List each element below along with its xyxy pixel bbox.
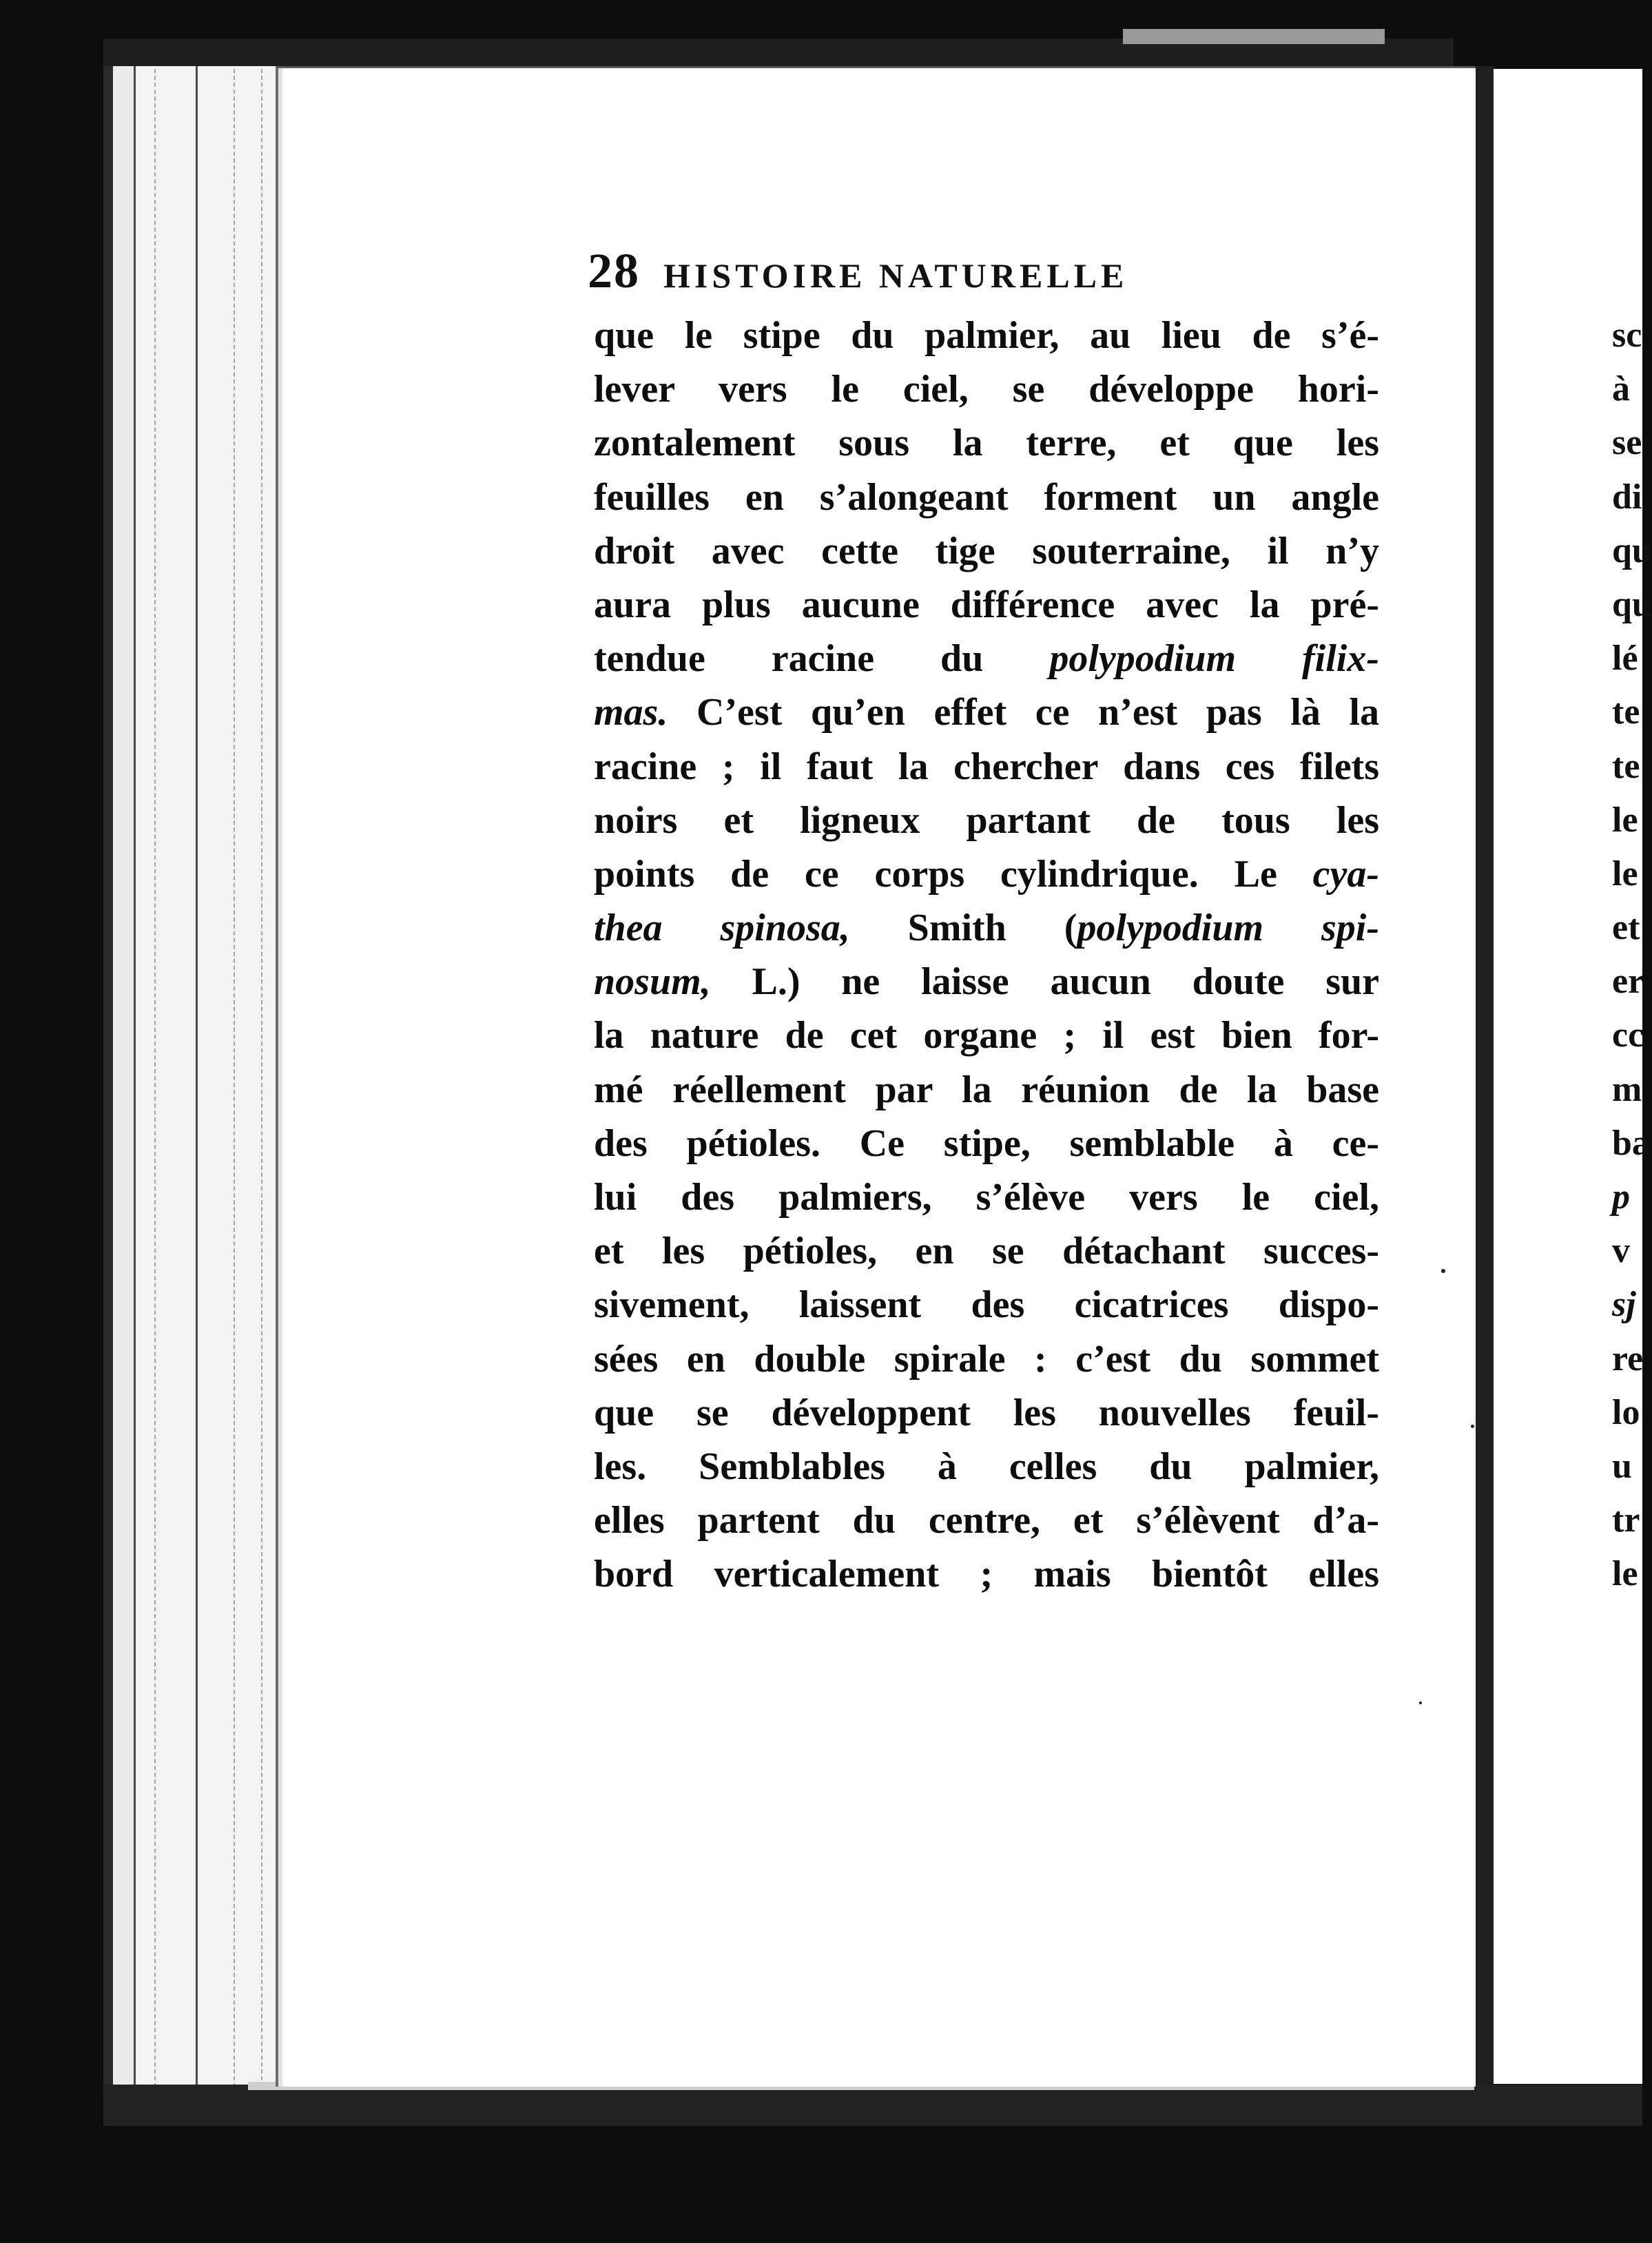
text-line: [594, 847, 1379, 901]
text-run: bord verticalement ; mais bientôt elles: [594, 1553, 1379, 1596]
facing-page-fragment: sc: [1612, 316, 1642, 355]
facing-page-fragment: ba: [1612, 1123, 1650, 1163]
text-line: [594, 794, 1379, 847]
facing-page-fragment: et: [1612, 908, 1640, 948]
facing-page-fragment: le: [1612, 854, 1638, 893]
facing-page-fragment: sj: [1612, 1285, 1636, 1325]
text-run: noirs et ligneux partant de tous les: [594, 798, 1379, 842]
text-line: [594, 471, 1379, 524]
facing-page-fragment: te: [1612, 746, 1640, 786]
page-number: 28: [588, 243, 640, 298]
facing-page-fragment: re: [1612, 1338, 1644, 1378]
paper-speck: [1419, 1702, 1422, 1704]
text-line: [594, 1009, 1379, 1062]
text-line: [594, 1386, 1379, 1440]
text-run: sées en double spirale : c’est du sommet: [594, 1337, 1379, 1381]
facing-page-fragment: er: [1612, 962, 1644, 1002]
facing-page-fragment: se: [1612, 423, 1642, 463]
text-run: points de ce corps cylindrique. Le: [594, 852, 1313, 896]
text-line: [594, 1493, 1379, 1547]
text-line: [594, 1170, 1379, 1224]
facing-page-text: [1612, 309, 1652, 1602]
text-line: [594, 362, 1379, 416]
facing-page-fragment: p: [1612, 1177, 1630, 1217]
text-run: sivement, laissent des cicatrices dispo-: [594, 1283, 1379, 1327]
top-edge-highlight: [1123, 29, 1385, 44]
text-run: Smith (: [849, 907, 1077, 950]
text-line: [594, 955, 1379, 1009]
text-run: racine ; il faut la chercher dans ces filets: [594, 745, 1379, 788]
italic-text: polypodium spi-: [1077, 907, 1379, 950]
text-run: elles partent du centre, et s’élèvent d’a-: [594, 1499, 1379, 1542]
facing-page-fragment: le: [1612, 800, 1638, 840]
italic-text: nosum,: [594, 960, 711, 1004]
left-page-stack: [103, 48, 292, 2108]
paper-speck: [1441, 1269, 1445, 1273]
text-run: que le stipe du palmier, au lieu de s’é-: [594, 314, 1379, 357]
text-run: et les pétioles, en se détachant succes-: [594, 1230, 1379, 1273]
text-run: la nature de cet organe ; il est bien for-: [594, 1014, 1379, 1057]
facing-page-fragment: à: [1612, 369, 1630, 409]
text-line: [594, 578, 1379, 632]
text-run: L.) ne laisse aucun doute sur: [710, 960, 1379, 1004]
text-line: [594, 1332, 1379, 1386]
text-line: [594, 901, 1379, 955]
text-run: lui des palmiers, s’élève vers le ciel,: [594, 1176, 1379, 1219]
text-line: [594, 632, 1379, 685]
text-line: [594, 1117, 1379, 1170]
text-line: [594, 1440, 1379, 1493]
left-leaf-edge-2: [234, 48, 235, 2108]
text-run: que se développent les nouvelles feuil-: [594, 1391, 1379, 1434]
left-leaf-edge-1: [154, 48, 156, 2108]
text-run: tendue racine du: [594, 637, 1050, 681]
italic-text: polypodium filix-: [1049, 637, 1379, 681]
italic-text: thea spinosa,: [594, 907, 850, 950]
text-line: [594, 740, 1379, 794]
italic-text: mas.: [594, 691, 668, 734]
text-line: [594, 309, 1379, 362]
text-run: droit avec cette tige souterraine, il n’y: [594, 529, 1379, 572]
text-line: [594, 524, 1379, 578]
body-text: [594, 309, 1379, 1602]
italic-text: cya-: [1312, 852, 1379, 896]
facing-page-fragment: v: [1612, 1231, 1630, 1271]
text-line: [594, 685, 1379, 739]
left-leaf-edge-3: [261, 48, 262, 2108]
text-line: [594, 1278, 1379, 1332]
facing-page-fragment: lo: [1612, 1392, 1640, 1432]
text-run: feuilles en s’alongeant forment un angle: [594, 475, 1379, 519]
text-run: lever vers le ciel, se développe hori-: [594, 368, 1379, 411]
facing-page-fragment: di: [1612, 477, 1642, 517]
text-run: les. Semblables à celles du palmier,: [594, 1445, 1379, 1488]
facing-page-fragment: u: [1612, 1446, 1632, 1486]
facing-page-fragment: lé: [1612, 639, 1638, 679]
running-head: HISTOIRE NATURELLE: [663, 256, 1128, 295]
text-line: [594, 1063, 1379, 1117]
text-line: [594, 1547, 1379, 1601]
paper-speck: [1471, 1425, 1474, 1428]
text-run: zontalement sous la terre, et que les: [594, 422, 1379, 465]
text-run: aura plus aucune différence avec la pré-: [594, 583, 1379, 626]
page-header: [588, 242, 1401, 298]
text-line: [594, 1224, 1379, 1278]
text-line: [594, 416, 1379, 470]
text-run: C’est qu’en effet ce n’est pas là la: [668, 691, 1379, 734]
facing-page-fragment: te: [1612, 692, 1640, 732]
facing-page-fragment: m: [1612, 1069, 1642, 1109]
facing-page-fragment: qu: [1612, 530, 1652, 570]
page-gutter: [1473, 66, 1494, 2126]
bottom-edge: [103, 2085, 1642, 2126]
text-run: des pétioles. Ce stipe, semblable à ce-: [594, 1122, 1379, 1165]
facing-page-fragment: qu: [1612, 584, 1652, 624]
facing-page-fragment: le: [1612, 1554, 1638, 1594]
facing-page-fragment: tr: [1612, 1500, 1640, 1540]
facing-page-fragment: cc: [1612, 1015, 1644, 1055]
text-run: mé réellement par la réunion de la base: [594, 1068, 1379, 1111]
